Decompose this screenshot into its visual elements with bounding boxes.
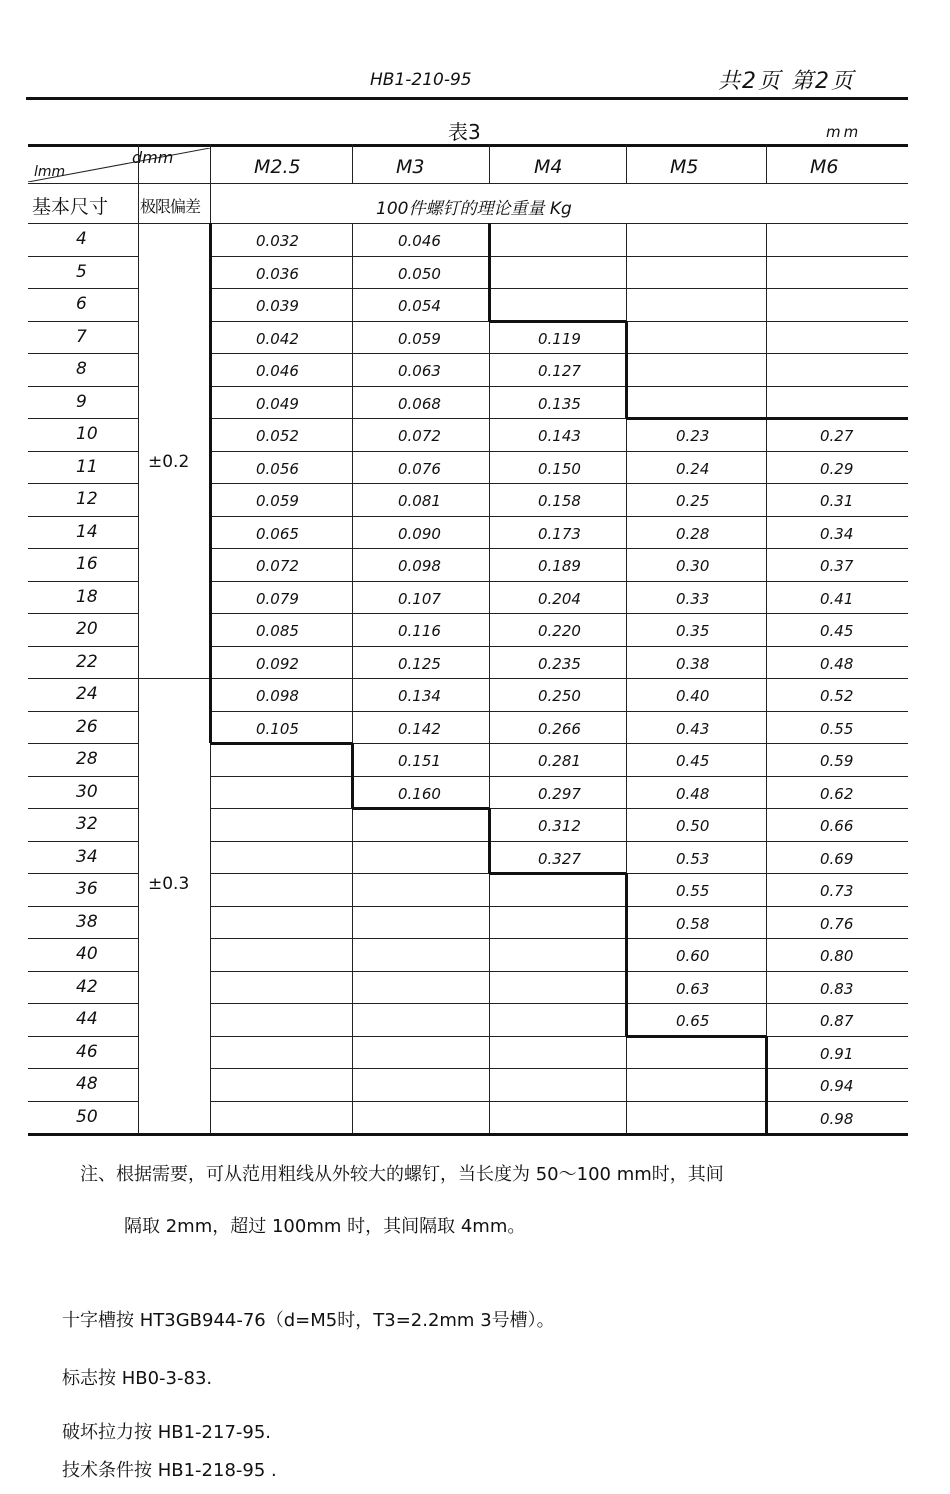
row-rule [28,451,138,452]
size-header: M6 [810,156,839,178]
row-rule [28,906,138,907]
row-rule [210,386,908,387]
row-rule [210,971,908,972]
row-rule [210,353,908,354]
weight-value: 0.52 [820,687,854,705]
table-top-rule [28,144,908,147]
range-boundary [489,320,626,323]
length-value: 11 [76,456,98,477]
row-rule [210,516,908,517]
length-value: 12 [76,489,98,509]
tolerance-value: ±0.2 [148,452,190,472]
weight-value: 0.151 [398,752,441,770]
weight-value: 0.059 [398,329,441,348]
weight-value: 0.66 [820,817,854,835]
weight-value: 0.50 [676,817,710,835]
standard-code: HB1-210-95 [370,70,472,90]
length-value: 38 [76,911,98,932]
row-rule [28,743,138,744]
range-boundary [766,417,908,420]
length-value: 4 [76,229,87,249]
weight-value: 0.116 [398,622,441,640]
weight-value: 0.60 [676,947,710,965]
weight-value: 0.056 [256,459,299,478]
length-value: 36 [76,879,98,899]
length-value: 14 [76,521,98,542]
weight-value: 0.24 [676,459,710,478]
tolerance-group-rule [138,678,210,679]
col-divider [626,144,627,183]
length-value: 8 [76,359,87,379]
weight-value: 0.076 [398,459,441,478]
size-header: M2.5 [254,156,301,178]
row-rule [210,256,908,257]
range-boundary [765,1036,768,1134]
weight-value: 0.38 [676,654,710,673]
weight-value: 0.73 [820,882,854,900]
weight-value: 0.27 [820,427,854,445]
length-value: 50 [76,1106,98,1127]
weight-value: 0.054 [398,297,441,315]
row-rule [210,678,908,679]
weight-value: 0.91 [820,1044,854,1063]
weight-value: 0.33 [676,589,710,608]
row-rule [28,971,138,972]
weight-value: 0.76 [820,914,854,933]
weight-value: 0.35 [676,622,710,640]
weight-value: 0.83 [820,979,854,998]
range-boundary [625,873,628,1036]
range-boundary [625,321,628,419]
weight-value: 0.59 [820,752,854,770]
row-rule [210,483,908,484]
row-rule [28,581,138,582]
weight-value: 0.45 [820,622,854,640]
length-value: 5 [76,261,87,282]
weight-value: 0.41 [820,589,854,608]
row-rule [28,288,138,289]
range-boundary [626,1035,766,1038]
header-rule [28,183,908,184]
weight-value: 0.34 [820,524,854,543]
length-value: 28 [76,749,98,769]
row-rule [28,386,138,387]
weight-value: 0.105 [256,719,299,738]
row-rule [28,613,138,614]
weight-value: 0.049 [256,394,299,413]
weight-value: 0.052 [256,427,299,445]
row-rule [28,1068,138,1069]
table-bottom-rule [28,1133,908,1136]
weight-value: 0.25 [676,492,710,510]
weight-value: 0.143 [538,427,581,445]
cross-recess-spec: 十字槽按 HT3GB944-76（d=M5时，T3=2.2mm 3号槽）。 [62,1310,555,1331]
weight-value: 0.62 [820,784,854,803]
weight-value: 0.065 [256,524,299,543]
weight-value: 0.204 [538,589,581,608]
weight-span-header: 100件螺钉的理论重量 Kg [376,199,572,219]
row-rule [28,646,138,647]
note-line-2: 隔取 2mm，超过 100mm 时，其间隔取 4mm。 [124,1216,526,1237]
range-boundary [209,223,212,743]
weight-value: 0.69 [820,849,854,868]
row-rule [210,581,908,582]
technical-conditions-spec: 技术条件按 HB1-218-95 . [62,1460,277,1481]
corner-l-label: lmm [34,164,66,180]
length-value: 44 [76,1009,98,1029]
range-boundary [488,223,491,321]
weight-value: 0.081 [398,492,441,510]
weight-value: 0.050 [398,264,441,283]
weight-value: 0.059 [256,492,299,510]
weight-value: 0.158 [538,492,581,510]
length-value: 48 [76,1074,98,1094]
row-rule [210,613,908,614]
weight-value: 0.312 [538,817,581,835]
row-rule [210,1036,908,1037]
weight-value: 0.079 [256,589,299,608]
length-value: 22 [76,651,98,672]
weight-value: 0.220 [538,622,581,640]
range-boundary [626,417,766,420]
row-rule [28,256,138,257]
length-value: 42 [76,976,98,997]
col-divider [766,144,767,183]
row-rule [28,711,138,712]
length-value: 46 [76,1041,98,1062]
tolerance-header: 极限偏差 [140,197,201,216]
weight-value: 0.53 [676,849,710,868]
weight-value: 0.80 [820,947,854,965]
col-divider [352,144,353,183]
row-rule [210,776,908,777]
length-value: 18 [76,586,98,607]
weight-value: 0.092 [256,654,299,673]
col-divider [489,144,490,183]
length-value: 20 [76,619,98,639]
weight-value: 0.55 [820,719,854,738]
weight-value: 0.31 [820,492,854,510]
row-rule [210,808,908,809]
row-rule [28,483,138,484]
weight-value: 0.297 [538,784,581,803]
weight-value: 0.142 [398,719,441,738]
row-rule [28,1101,138,1102]
row-rule [210,906,908,907]
weight-value: 0.098 [256,687,299,705]
row-rule [210,1101,908,1102]
weight-value: 0.036 [256,264,299,283]
weight-value: 0.135 [538,394,581,413]
weight-value: 0.046 [398,232,441,250]
size-header: M5 [670,156,699,178]
size-header: M3 [396,156,425,178]
weight-value: 0.23 [676,427,710,445]
row-rule [28,516,138,517]
weight-value: 0.235 [538,654,581,673]
tolerance-value: ±0.3 [148,874,190,894]
weight-value: 0.48 [676,784,710,803]
weight-value: 0.43 [676,719,710,738]
row-rule [28,1036,138,1037]
weight-value: 0.55 [676,882,710,900]
row-rule [210,646,908,647]
weight-value: 0.266 [538,719,581,738]
weight-value: 0.87 [820,1012,854,1030]
table-title: 表3 [448,120,481,144]
basic-size-header: 基本尺寸 [32,196,109,218]
corner-d-label: dmm [132,148,174,167]
range-boundary [210,742,352,745]
row-rule [210,711,908,712]
row-rule [28,353,138,354]
weight-value: 0.29 [820,459,854,478]
table-unit: mm [826,123,862,141]
weight-value: 0.30 [676,557,710,575]
weight-value: 0.281 [538,752,581,770]
length-value: 10 [76,424,98,444]
weight-value: 0.085 [256,622,299,640]
row-rule [28,321,138,322]
weight-value: 0.072 [398,427,441,445]
row-rule [28,678,138,679]
note-line-1: 注、根据需要，可从范用粗线从外较大的螺钉，当长度为 50～100 mm时，其间 [80,1164,724,1185]
col-divider [138,144,139,1133]
weight-value: 0.94 [820,1077,854,1095]
length-value: 9 [76,391,87,412]
length-value: 30 [76,781,98,802]
range-boundary [351,743,354,808]
weight-value: 0.134 [398,687,441,705]
weight-value: 0.40 [676,687,710,705]
weight-value: 0.98 [820,1109,854,1128]
length-value: 6 [76,294,87,314]
length-value: 7 [76,326,87,347]
weight-value: 0.090 [398,524,441,543]
length-value: 26 [76,716,98,737]
weight-value: 0.58 [676,914,710,933]
row-rule [28,938,138,939]
range-boundary [489,872,626,875]
row-rule [28,841,138,842]
weight-value: 0.032 [256,232,299,250]
weight-value: 0.250 [538,687,581,705]
length-value: 32 [76,814,98,834]
weight-value: 0.068 [398,394,441,413]
weight-value: 0.098 [398,557,441,575]
row-rule [210,1068,908,1069]
row-rule [210,451,908,452]
row-rule [210,288,908,289]
size-header: M4 [534,156,563,178]
range-boundary [488,808,491,873]
row-rule [28,808,138,809]
range-boundary [352,807,489,810]
weight-value: 0.125 [398,654,441,673]
weight-value: 0.107 [398,589,441,608]
weight-value: 0.063 [398,362,441,380]
weight-value: 0.150 [538,459,581,478]
page-info: 共2页 第2页 [718,69,855,94]
weight-value: 0.039 [256,297,299,315]
row-rule [210,1003,908,1004]
marking-spec: 标志按 HB0-3-83. [62,1368,213,1389]
row-rule [28,1003,138,1004]
weight-value: 0.042 [256,329,299,348]
weight-value: 0.65 [676,1012,710,1030]
weight-value: 0.119 [538,329,581,348]
weight-value: 0.45 [676,752,710,770]
subheader-rule [28,223,908,224]
weight-value: 0.127 [538,362,581,380]
weight-value: 0.327 [538,849,581,868]
weight-value: 0.189 [538,557,581,575]
row-rule [210,841,908,842]
length-value: 40 [76,944,98,964]
row-rule [28,548,138,549]
weight-value: 0.046 [256,362,299,380]
weight-value: 0.37 [820,557,854,575]
weight-value: 0.173 [538,524,581,543]
weight-value: 0.072 [256,557,299,575]
row-rule [210,938,908,939]
length-value: 24 [76,684,98,704]
breaking-force-spec: 破坏拉力按 HB1-217-95. [62,1422,272,1443]
row-rule [210,548,908,549]
row-rule [28,873,138,874]
weight-value: 0.160 [398,784,441,803]
row-rule [28,776,138,777]
weight-value: 0.63 [676,979,710,998]
weight-value: 0.48 [820,654,854,673]
length-value: 34 [76,846,98,867]
length-value: 16 [76,554,98,574]
weight-value: 0.28 [676,524,710,543]
row-rule [28,418,138,419]
